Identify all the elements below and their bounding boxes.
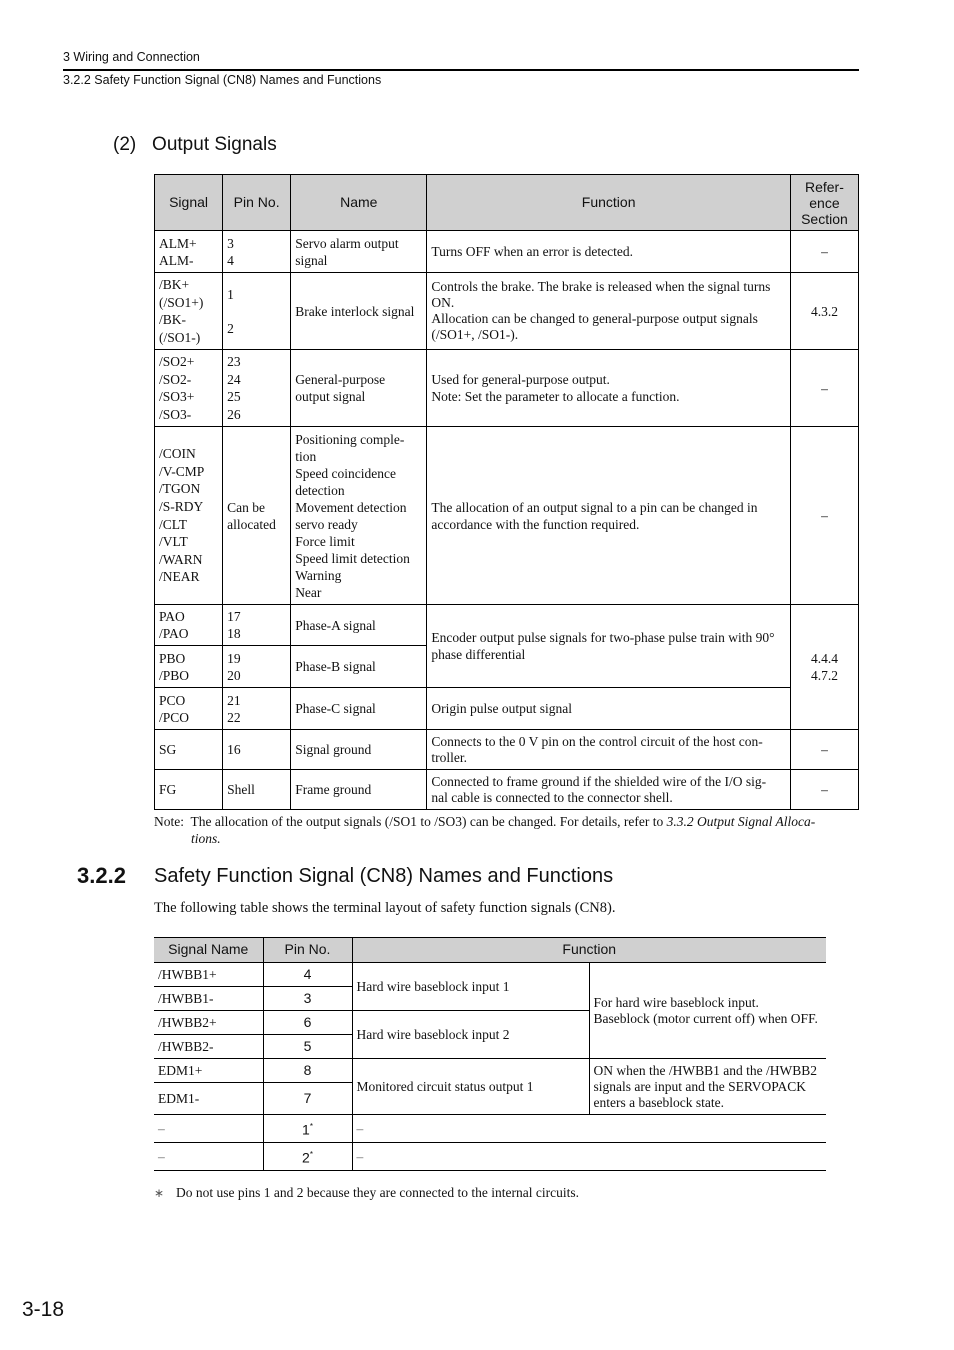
signal-cell: EDM1-: [154, 1083, 263, 1115]
signal-cell: /HWBB2-: [154, 1035, 263, 1059]
table-row: [154, 1115, 826, 1143]
table-row: [155, 231, 859, 273]
signal-cell: PAO /PAO: [155, 605, 223, 646]
pin-cell: 23 24 25 26: [223, 350, 291, 427]
table-row: [155, 350, 859, 427]
reference-cell: –: [790, 231, 858, 273]
pin-cell: [263, 1115, 352, 1143]
col-header-signal: Signal: [155, 175, 223, 231]
reference-cell: 4.3.2: [790, 273, 858, 350]
pin-cell: Can be allocated: [223, 427, 291, 605]
col-header-pin: Pin No.: [223, 175, 291, 231]
name-cell: Servo alarm output signal: [291, 231, 427, 273]
pin-cell: 19 20: [223, 646, 291, 688]
function-cell: Origin pulse output signal: [427, 688, 791, 730]
col-header-pin: Pin No.: [263, 938, 352, 963]
note-reference-continued: tions.: [191, 831, 221, 846]
pin-cell: Shell: [223, 770, 291, 810]
function-cell: –: [352, 1115, 826, 1143]
function-cell: Monitored circuit status output 1: [352, 1059, 589, 1115]
col-header-reference: Refer- ence Section: [790, 175, 858, 231]
pin-cell: 7: [263, 1083, 352, 1115]
function-cell: The allocation of an output signal to a pin can be changed in accordance with the function required.: [427, 427, 791, 605]
footnote-text: Do not use pins 1 and 2 because they are connected to the internal circuits.: [176, 1185, 579, 1200]
signal-cell: –: [154, 1115, 263, 1143]
table-header-row: [155, 175, 859, 231]
pin-cell: 5: [263, 1035, 352, 1059]
note-reference: 3.3.2 Output Signal Alloca-: [666, 814, 816, 829]
name-cell: Brake interlock signal: [291, 273, 427, 350]
signal-cell: FG: [155, 770, 223, 810]
signal-cell: /COIN /V-CMP /TGON /S-RDY /CLT /VLT /WARN /NEAR: [155, 427, 223, 605]
name-cell: Signal ground: [291, 730, 427, 770]
signal-cell: EDM1+: [154, 1059, 263, 1083]
function-cell: Hard wire baseblock input 2: [352, 1011, 589, 1059]
signal-cell: /SO2+ /SO2- /SO3+ /SO3-: [155, 350, 223, 427]
signal-cell: PBO /PBO: [155, 646, 223, 688]
table-row: [155, 427, 859, 605]
section-title: Safety Function Signal (CN8) Names and Functions: [154, 865, 614, 887]
safety-signals-table: [154, 937, 826, 1171]
col-header-name: Name: [291, 175, 427, 231]
reference-cell: 4.4.4 4.7.2: [790, 605, 858, 730]
name-cell: Phase-A signal: [291, 605, 427, 646]
signal-cell: –: [154, 1143, 263, 1171]
header-rule: [63, 69, 859, 71]
pin-cell: 16: [223, 730, 291, 770]
table-row: [154, 1059, 826, 1083]
pin-number: 2: [302, 1149, 310, 1166]
function-cell: Hard wire baseblock input 1: [352, 963, 589, 1011]
function-cell: Encoder output pulse signals for two-phase pulse train with 90° phase differential: [427, 605, 791, 688]
note-text: Note: The allocation of the output signals (/SO1 to /SO3) can be changed. For details, refer to: [154, 814, 667, 829]
function-cell: Used for general-purpose output. Note: Set the parameter to allocate a function.: [427, 350, 791, 427]
pin-cell: 4: [263, 963, 352, 987]
table-row: [154, 1143, 826, 1171]
pin-cell: 8: [263, 1059, 352, 1083]
table-header-row: [154, 938, 826, 963]
pin-cell: 6: [263, 1011, 352, 1035]
signal-cell: SG: [155, 730, 223, 770]
function-cell: Turns OFF when an error is detected.: [427, 231, 791, 273]
output-signals-table: [154, 174, 859, 810]
description-cell: ON when the /HWBB1 and the /HWBB2 signals are input and the SERVOPACK enters a baseblock state.: [589, 1059, 826, 1115]
footnote: [154, 1185, 579, 1201]
output-signals-heading: (2) Output Signals: [113, 134, 277, 155]
table-row: [155, 770, 859, 810]
table-row: [154, 963, 826, 987]
description-cell: For hard wire baseblock input. Baseblock (motor current off) when OFF.: [589, 963, 826, 1059]
signal-cell: /HWBB2+: [154, 1011, 263, 1035]
function-cell: Connects to the 0 V pin on the control circuit of the host con- troller.: [427, 730, 791, 770]
function-cell: Controls the brake. The brake is released when the signal turns ON. Allocation can be changed to general-purpose output signals (/SO1+, /SO1-).: [427, 273, 791, 350]
signal-cell: /HWBB1+: [154, 963, 263, 987]
signal-cell: PCO /PCO: [155, 688, 223, 730]
col-header-function: Function: [352, 938, 826, 963]
signal-cell: /HWBB1-: [154, 987, 263, 1011]
chapter-header: 3 Wiring and Connection: [63, 50, 200, 64]
pin-cell: [263, 1143, 352, 1171]
table-row: [155, 688, 859, 730]
pin-cell: 1 2: [223, 273, 291, 350]
col-header-function: Function: [427, 175, 791, 231]
pin-number: 1: [302, 1121, 310, 1138]
signal-cell: ALM+ ALM-: [155, 231, 223, 273]
reference-cell: –: [790, 770, 858, 810]
name-cell: General-purpose output signal: [291, 350, 427, 427]
section-header: 3.2.2 Safety Function Signal (CN8) Names and Functions: [63, 73, 382, 87]
section-intro: The following table shows the terminal layout of safety function signals (CN8).: [154, 900, 616, 916]
table-row: [155, 273, 859, 350]
function-cell: –: [352, 1143, 826, 1171]
function-cell: Connected to frame ground if the shielded wire of the I/O sig- nal cable is connected to the connector shell.: [427, 770, 791, 810]
name-cell: Frame ground: [291, 770, 427, 810]
pin-cell: 3: [263, 987, 352, 1011]
name-cell: Phase-B signal: [291, 646, 427, 688]
section-number: 3.2.2: [77, 863, 126, 888]
output-signals-note: [154, 813, 864, 847]
reference-cell: –: [790, 350, 858, 427]
page-number: 3-18: [22, 1298, 65, 1321]
footnote-mark: ∗: [154, 1186, 165, 1200]
table-row: [155, 605, 859, 646]
signal-cell: /BK+ (/SO1+) /BK- (/SO1-): [155, 273, 223, 350]
footnote-mark: *: [309, 1150, 313, 1160]
name-cell: Phase-C signal: [291, 688, 427, 730]
col-header-signal-name: Signal Name: [154, 938, 263, 963]
pin-cell: 3 4: [223, 231, 291, 273]
footnote-mark: *: [309, 1122, 313, 1132]
pin-cell: 17 18: [223, 605, 291, 646]
pin-cell: 21 22: [223, 688, 291, 730]
table-row: [155, 730, 859, 770]
reference-cell: –: [790, 730, 858, 770]
reference-cell: –: [790, 427, 858, 605]
name-cell: Positioning comple- tion Speed coincidence detection Movement detection servo ready Force limit Speed limit detection Warning Near: [291, 427, 427, 605]
